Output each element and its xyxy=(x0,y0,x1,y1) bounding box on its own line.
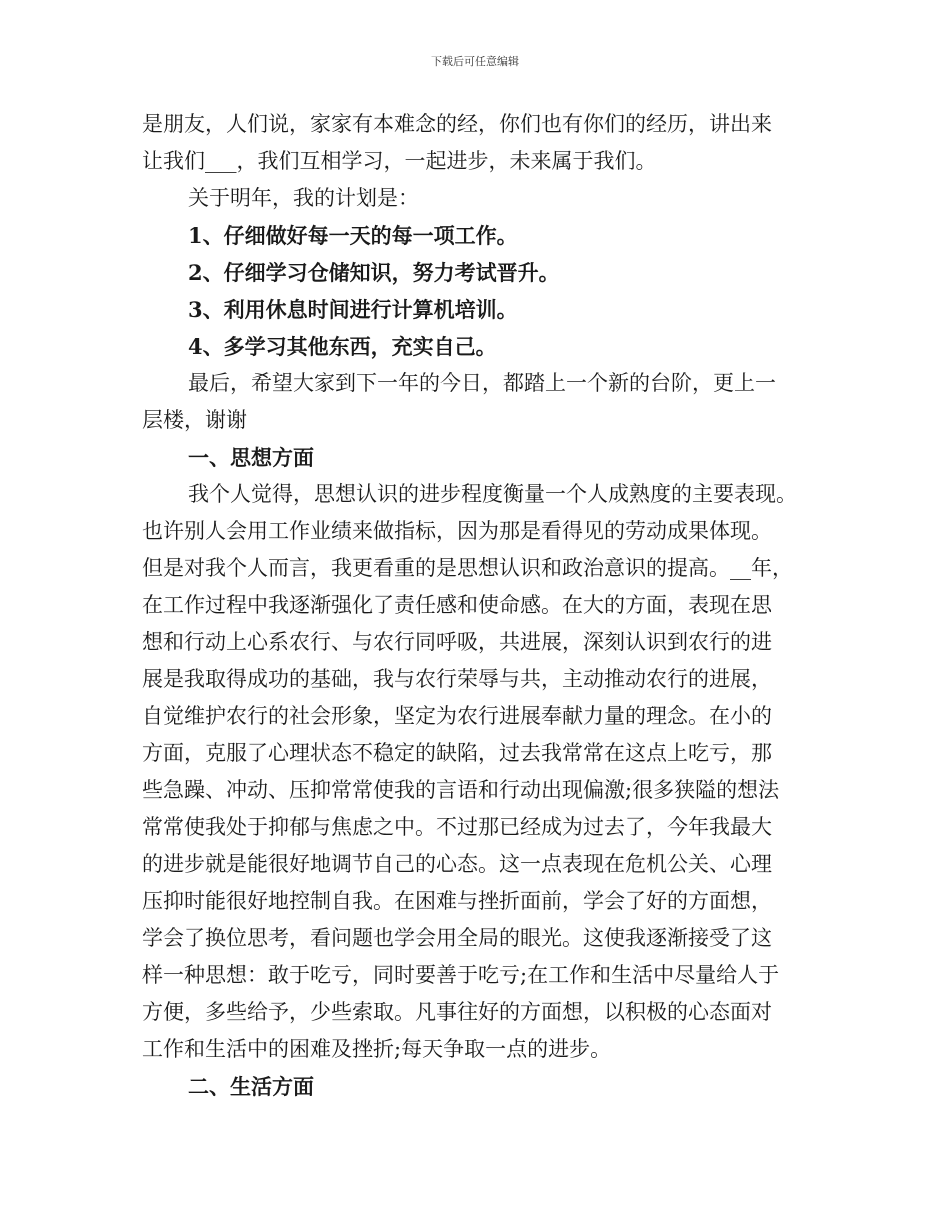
paragraph-line: 是朋友，人们说，家家有本难念的经，你们也有你们的经历，讲出来 xyxy=(142,112,772,136)
paragraph-line: 层楼，谢谢 xyxy=(142,408,247,432)
paragraph-line: 展是我取得成功的基础，我与农行荣辱与共，主动推动农行的进展， xyxy=(142,667,772,691)
page-header: 下载后可任意编辑 xyxy=(431,55,519,68)
paragraph-line: 些急躁、冲动、压抑常常使我的言语和行动出现偏激;很多狭隘的想法 xyxy=(142,778,780,802)
paragraph-line: 学会了换位思考，看问题也学会用全局的眼光。这使我逐渐接受了这 xyxy=(142,926,772,950)
paragraph-line: 样一种思想：敢于吃亏，同时要善于吃亏;在工作和生活中尽量给人于 xyxy=(142,963,780,987)
paragraph-line: 让我们___，我们互相学习，一起进步，未来属于我们。 xyxy=(142,149,657,173)
paragraph-line: 工作和生活中的困难及挫折;每天争取一点的进步。 xyxy=(142,1037,612,1061)
paragraph-line: 也许别人会用工作业绩来做指标，因为那是看得见的劳动成果体现。 xyxy=(142,519,772,543)
section-line: 4、多学习其他东西，充实自己。 xyxy=(188,334,497,359)
section-line: 2、仔细学习仓储知识，努力考试晋升。 xyxy=(188,260,560,285)
paragraph-line: 想和行动上心系农行、与农行同呼吸，共进展，深刻认识到农行的进 xyxy=(142,630,772,654)
paragraph-line: 最后，希望大家到下一年的今日，都踏上一个新的台阶，更上一 xyxy=(188,371,776,395)
paragraph-line: 我个人觉得，思想认识的进步程度衡量一个人成熟度的主要表现。 xyxy=(188,482,797,506)
paragraph-line: 方面，克服了心理状态不稳定的缺陷，过去我常常在这点上吃亏，那 xyxy=(142,741,772,765)
section-line: 二、生活方面 xyxy=(188,1074,314,1099)
section-line: 3、利用休息时间进行计算机培训。 xyxy=(188,297,518,322)
paragraph-line: 常常使我处于抑郁与焦虑之中。不过那已经成为过去了，今年我最大 xyxy=(142,815,772,839)
paragraph-line: 关于明年，我的计划是： xyxy=(188,186,419,210)
section-line: 一、思想方面 xyxy=(188,445,314,470)
paragraph-line: 的进步就是能很好地调节自己的心态。这一点表现在危机公关、心理 xyxy=(142,852,772,876)
document-body xyxy=(142,106,810,1105)
paragraph-line: 在工作过程中我逐渐强化了责任感和使命感。在大的方面，表现在思 xyxy=(142,593,772,617)
paragraph-line: 但是对我个人而言，我更看重的是思想认识和政治意识的提高。__年， xyxy=(142,556,793,580)
paragraph-line: 方便，多些给予，少些索取。凡事往好的方面想，以积极的心态面对 xyxy=(142,1000,772,1024)
paragraph-line: 压抑时能很好地控制自我。在困难与挫折面前，学会了好的方面想， xyxy=(142,889,772,913)
paragraph-line: 自觉维护农行的社会形象，坚定为农行进展奉献力量的理念。在小的 xyxy=(142,704,772,728)
section-line: 1、仔细做好每一天的每一项工作。 xyxy=(188,223,518,248)
